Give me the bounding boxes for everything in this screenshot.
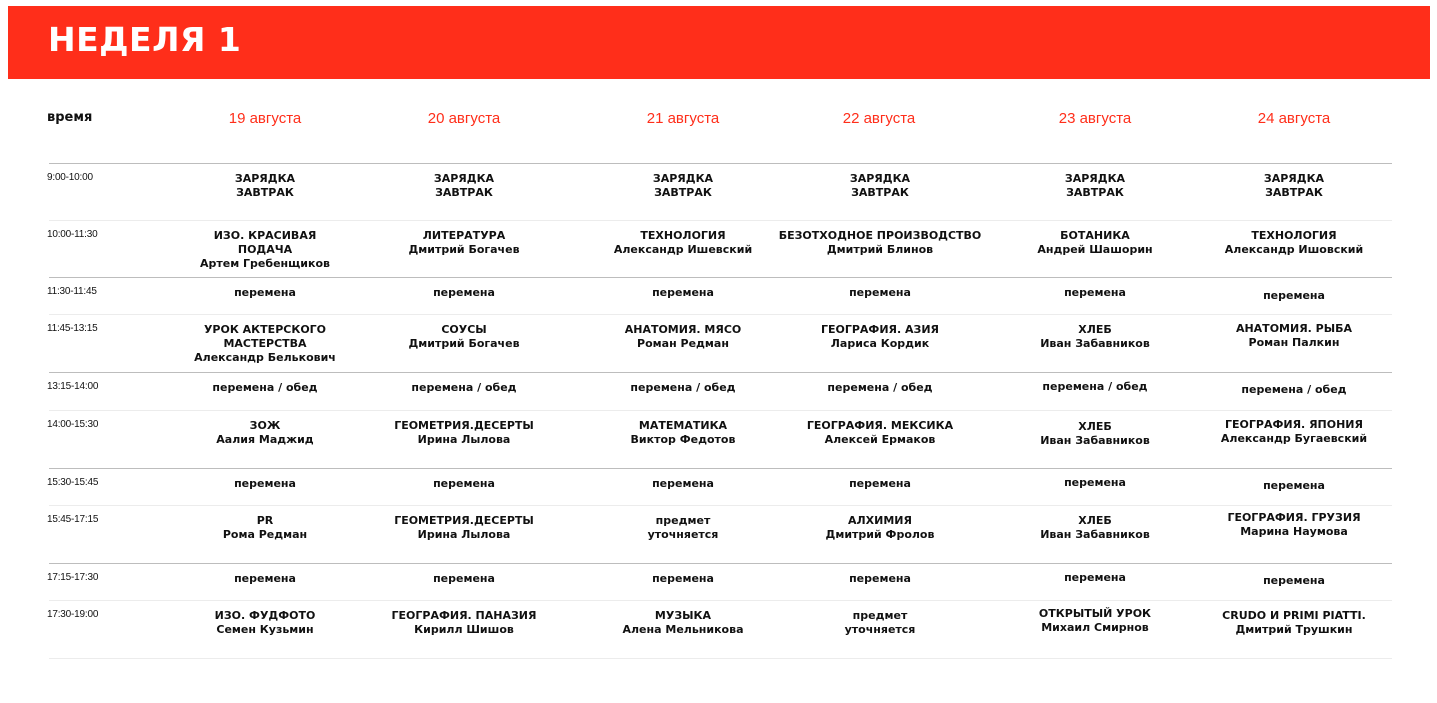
lesson-title: ГЕОГРАФИЯ. ЯПОНИЯ — [1225, 418, 1363, 431]
lesson-title: БОТАНИКА — [1060, 229, 1130, 242]
lesson-title: ЗАРЯДКА — [652, 172, 714, 185]
lesson-title: УРОК АКТЕРСКОГО МАСТЕРСТВА — [203, 323, 327, 350]
schedule-cell — [588, 381, 778, 395]
lesson-teacher: Андрей Шашорин — [1037, 243, 1153, 256]
schedule-cell — [369, 572, 559, 586]
lesson-title: ИЗО. КРАСИВАЯ ПОДАЧА — [213, 229, 317, 256]
time-slot: 11:45-13:15 — [47, 323, 98, 334]
lesson-teacher: ЗАВТРАК — [236, 186, 294, 199]
lesson-teacher: Александр Ишевский — [613, 243, 753, 256]
lesson-title: перемена / обед — [1241, 383, 1347, 396]
schedule-cell — [185, 381, 345, 395]
schedule-cell — [1199, 609, 1389, 637]
schedule-cell — [775, 609, 985, 637]
lesson-title: перемена / обед — [212, 381, 318, 394]
lesson-teacher: Александр Белькович — [194, 351, 336, 364]
lesson-title: СОУСЫ — [441, 323, 487, 336]
lesson-title: ЗАРЯДКА — [1263, 172, 1325, 185]
schedule-cell — [185, 572, 345, 586]
lesson-title: ОТКРЫТЫЙ УРОК — [1038, 607, 1152, 620]
lesson-title: ЛИТЕРАТУРА — [422, 229, 506, 242]
schedule-cell — [775, 514, 985, 542]
schedule-cell — [185, 229, 345, 271]
lesson-title: перемена — [433, 572, 495, 585]
schedule-cell — [775, 323, 985, 351]
lesson-teacher: Дмитрий Трушкин — [1235, 623, 1353, 636]
lesson-title: ТЕХНОЛОГИЯ — [1251, 229, 1337, 242]
schedule-cell — [1000, 420, 1190, 448]
lesson-title: ЗАРЯДКА — [234, 172, 296, 185]
row-divider — [49, 505, 1392, 506]
row-divider — [49, 600, 1392, 601]
lesson-title: ХЛЕБ — [1078, 323, 1112, 336]
lesson-teacher: Иван Забавников — [1040, 337, 1150, 350]
schedule-cell — [369, 229, 559, 257]
lesson-title: ЗАРЯДКА — [849, 172, 911, 185]
schedule-cell — [369, 477, 559, 491]
time-slot: 17:30-19:00 — [47, 609, 99, 620]
schedule-cell — [369, 172, 559, 200]
schedule-cell — [185, 514, 345, 542]
schedule-cell — [775, 286, 985, 300]
schedule-cell — [1199, 479, 1389, 493]
row-divider — [49, 277, 1392, 278]
lesson-title: ГЕОГРАФИЯ. ГРУЗИЯ — [1227, 511, 1361, 524]
lesson-title: ХЛЕБ — [1078, 420, 1112, 433]
lesson-teacher: Михаил Смирнов — [1041, 621, 1149, 634]
lesson-teacher: Дмитрий Богачев — [408, 243, 520, 256]
lesson-teacher: Семен Кузьмин — [216, 623, 314, 636]
schedule-cell — [185, 477, 345, 491]
lesson-title: перемена — [1064, 286, 1126, 299]
lesson-title: ЗАРЯДКА — [1064, 172, 1126, 185]
schedule-cell — [1199, 511, 1389, 539]
lesson-title: перемена — [234, 286, 296, 299]
lesson-title: перемена — [1263, 574, 1325, 587]
lesson-teacher: Артем Гребенщиков — [200, 257, 330, 270]
lesson-title: предмет — [852, 609, 908, 622]
schedule-cell — [1199, 322, 1389, 350]
lesson-title: перемена — [234, 477, 296, 490]
lesson-title: предмет — [655, 514, 711, 527]
lesson-title: ГЕОМЕТРИЯ.ДЕСЕРТЫ — [394, 419, 534, 432]
lesson-title: ТЕХНОЛОГИЯ — [640, 229, 726, 242]
lesson-teacher: Аалия Маджид — [216, 433, 314, 446]
row-divider — [49, 314, 1392, 315]
lesson-title: перемена / обед — [827, 381, 933, 394]
lesson-title: МАТЕМАТИКА — [638, 419, 728, 432]
lesson-teacher: Ирина Лылова — [417, 528, 511, 541]
time-slot: 15:45-17:15 — [47, 514, 99, 525]
schedule-cell — [369, 419, 559, 447]
lesson-teacher: ЗАВТРАК — [851, 186, 909, 199]
lesson-title: перемена / обед — [411, 381, 517, 394]
row-divider — [49, 563, 1392, 564]
schedule-cell — [1000, 286, 1190, 300]
lesson-teacher: Алексей Ермаков — [824, 433, 936, 446]
lesson-teacher: ЗАВТРАК — [1265, 186, 1323, 199]
schedule-cell — [1199, 574, 1389, 588]
schedule-cell — [775, 381, 985, 395]
lesson-teacher: Кирилл Шишов — [414, 623, 514, 636]
time-slot: 17:15-17:30 — [47, 572, 99, 583]
lesson-teacher: Ирина Лылова — [417, 433, 511, 446]
schedule-cell — [1000, 380, 1190, 394]
lesson-title: перемена — [1064, 476, 1126, 489]
lesson-title: ХЛЕБ — [1078, 514, 1112, 527]
schedule-cell — [588, 323, 778, 351]
schedule-cell — [588, 609, 778, 637]
lesson-title: перемена — [849, 286, 911, 299]
row-divider — [49, 163, 1392, 164]
lesson-title: перемена — [652, 286, 714, 299]
time-column-header: время — [47, 110, 93, 125]
schedule-cell — [588, 172, 778, 200]
row-divider — [49, 410, 1392, 411]
lesson-teacher: Виктор Федотов — [630, 433, 736, 446]
lesson-title: ГЕОГРАФИЯ. АЗИЯ — [820, 323, 940, 336]
lesson-title: ГЕОГРАФИЯ. ПАНАЗИЯ — [391, 609, 537, 622]
schedule-cell — [1199, 172, 1389, 200]
day-header-4: 22 августа — [842, 110, 916, 127]
lesson-teacher: Рома Редман — [222, 528, 308, 541]
schedule-cell — [1199, 418, 1389, 446]
schedule-cell — [588, 514, 778, 542]
schedule-cell — [1199, 229, 1389, 257]
lesson-teacher: уточняется — [647, 528, 719, 541]
lesson-teacher: Роман Редман — [637, 337, 729, 350]
row-divider — [49, 468, 1392, 469]
time-slot: 9:00-10:00 — [47, 172, 93, 183]
row-divider — [49, 372, 1392, 373]
schedule-cell — [1000, 607, 1190, 635]
lesson-title: перемена — [652, 572, 714, 585]
lesson-title: перемена — [1263, 479, 1325, 492]
schedule-cell — [185, 609, 345, 637]
schedule-cell — [1000, 229, 1190, 257]
lesson-title: ГЕОМЕТРИЯ.ДЕСЕРТЫ — [394, 514, 534, 527]
schedule-cell — [775, 572, 985, 586]
schedule-cell — [588, 229, 778, 257]
lesson-teacher: Лариса Кордик — [830, 337, 930, 350]
day-header-5: 23 августа — [1058, 110, 1132, 127]
schedule-cell — [1199, 383, 1389, 397]
lesson-title: БЕЗОТХОДНОЕ ПРОИЗВОДСТВО — [778, 229, 982, 242]
schedule-cell — [588, 419, 778, 447]
day-header-6: 24 августа — [1257, 110, 1331, 127]
time-slot: 13:15-14:00 — [47, 381, 99, 392]
lesson-teacher: ЗАВТРАК — [435, 186, 493, 199]
schedule-cell — [1000, 323, 1190, 351]
schedule-cell — [775, 477, 985, 491]
lesson-title: МУЗЫКА — [654, 609, 712, 622]
lesson-title: АЛХИМИЯ — [848, 514, 912, 527]
schedule-cell — [185, 172, 345, 200]
row-divider — [49, 220, 1392, 221]
lesson-title: перемена — [234, 572, 296, 585]
lesson-title: перемена / обед — [630, 381, 736, 394]
lesson-title: перемена / обед — [1042, 380, 1148, 393]
schedule-cell — [775, 419, 985, 447]
schedule-cell — [588, 477, 778, 491]
schedule-cell — [369, 609, 559, 637]
time-slot: 15:30-15:45 — [47, 477, 99, 488]
schedule-cell — [775, 172, 985, 200]
schedule-cell — [369, 381, 559, 395]
schedule-cell — [775, 229, 985, 257]
schedule-cell — [1000, 476, 1190, 490]
schedule-cell — [588, 286, 778, 300]
lesson-title: ИЗО. ФУДФОТО — [214, 609, 316, 622]
lesson-title: перемена — [1263, 289, 1325, 302]
lesson-title: перемена — [849, 572, 911, 585]
schedule-cell — [588, 572, 778, 586]
schedule-cell — [185, 323, 345, 365]
lesson-title: PR — [256, 514, 274, 527]
lesson-teacher: ЗАВТРАК — [1066, 186, 1124, 199]
lesson-title: АНАТОМИЯ. МЯСО — [624, 323, 742, 336]
schedule-cell — [369, 286, 559, 300]
schedule-cell — [185, 419, 345, 447]
lesson-title: перемена — [849, 477, 911, 490]
lesson-title: ЗОЖ — [249, 419, 281, 432]
lesson-teacher: ЗАВТРАК — [654, 186, 712, 199]
lesson-teacher: уточняется — [844, 623, 916, 636]
lesson-title: перемена — [1064, 571, 1126, 584]
lesson-title: ЗАРЯДКА — [433, 172, 495, 185]
lesson-teacher: Дмитрий Блинов — [826, 243, 934, 256]
week-title: НЕДЕЛЯ 1 — [48, 20, 242, 59]
schedule-cell — [369, 323, 559, 351]
schedule-cell — [1000, 172, 1190, 200]
lesson-title: перемена — [433, 286, 495, 299]
lesson-teacher: Иван Забавников — [1040, 528, 1150, 541]
schedule-cell — [1000, 514, 1190, 542]
day-header-2: 20 августа — [427, 110, 501, 127]
lesson-teacher: Александр Бугаевский — [1220, 432, 1368, 445]
lesson-title: перемена — [652, 477, 714, 490]
lesson-teacher: Иван Забавников — [1040, 434, 1150, 447]
lesson-teacher: Алена Мельникова — [622, 623, 744, 636]
lesson-teacher: Дмитрий Фролов — [825, 528, 935, 541]
schedule-cell — [185, 286, 345, 300]
lesson-title: АНАТОМИЯ. РЫБА — [1235, 322, 1353, 335]
lesson-title: перемена — [433, 477, 495, 490]
row-divider — [49, 658, 1392, 659]
lesson-title: CRUDO И PRIMI PIATTI. — [1222, 609, 1366, 622]
lesson-teacher: Александр Ишовский — [1224, 243, 1364, 256]
lesson-teacher: Марина Наумова — [1240, 525, 1348, 538]
time-slot: 14:00-15:30 — [47, 419, 99, 430]
schedule-cell — [1199, 289, 1389, 303]
time-slot: 11:30-11:45 — [47, 286, 97, 297]
lesson-teacher: Дмитрий Богачев — [408, 337, 520, 350]
schedule-cell — [369, 514, 559, 542]
day-header-3: 21 августа — [646, 110, 720, 127]
lesson-teacher: Роман Палкин — [1248, 336, 1340, 349]
lesson-title: ГЕОГРАФИЯ. МЕКСИКА — [806, 419, 954, 432]
time-slot: 10:00-11:30 — [47, 229, 98, 240]
day-header-1: 19 августа — [228, 110, 302, 127]
schedule-cell — [1000, 571, 1190, 585]
